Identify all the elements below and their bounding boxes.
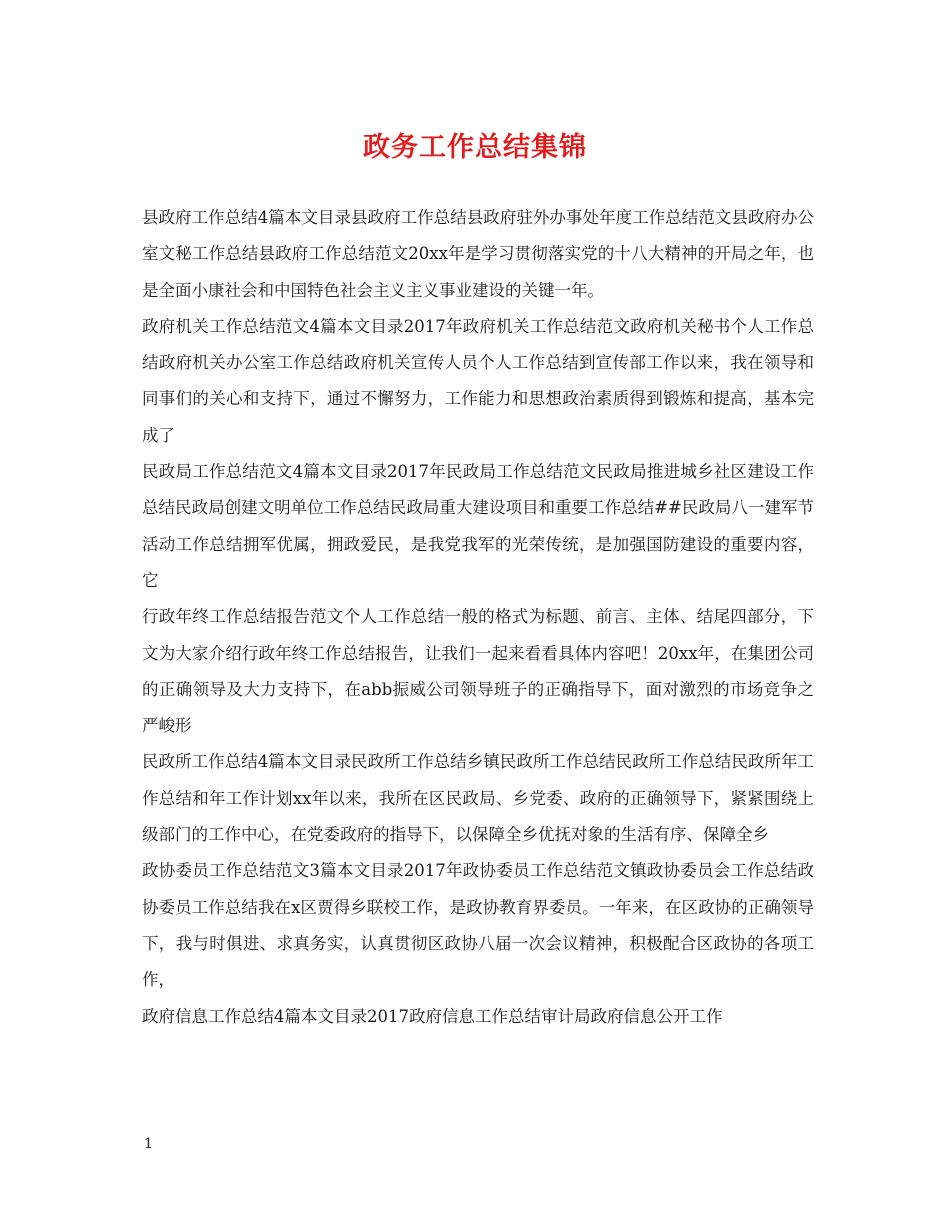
paragraph-2: 政府机关工作总结范文4篇本文目录2017年政府机关工作总结范文政府机关秘书个人工作总结政府机关办公室工作总结政府机关宣传人员个人工作总结到宣传部工作以来，我在领导和同事们的关心和支持下，通过不懈努力，工作能力和思想政治素质得到锻炼和提高，基本完成了 bbox=[142, 316, 814, 445]
paragraph-4: 行政年终工作总结报告范文个人工作总结一般的格式为标题、前言、主体、结尾四部分，下文为大家介绍行政年终工作总结报告，让我们一起来看看具体内容吧！20xx年，在集团公司的正确领导及大力支持下，在abb振威公司领导班子的正确指导下，面对激烈的市场竞争之严峻形 bbox=[142, 607, 814, 736]
paragraph-1: 县政府工作总结4篇本文目录县政府工作总结县政府驻外办事处年度工作总结范文县政府办公室文秘工作总结县政府工作总结范文20xx年是学习贯彻落实党的十八大精神的开局之年，也是全面小康社会和中国特色社会主义主义事业建设的关键一年。 bbox=[142, 208, 814, 300]
paragraph-5: 民政所工作总结4篇本文目录民政所工作总结乡镇民政所工作总结民政所工作总结民政所年工作总结和年工作计划xx年以来，我所在区民政局、乡党委、政府的正确领导下，紧紧围绕上级部门的工作中心，在党委政府的指导下，以保障全乡优抚对象的生活有序、保障全乡 bbox=[142, 752, 814, 845]
paragraph-7: 政府信息工作总结4篇本文目录2017政府信息工作总结审计局政府信息公开工作 bbox=[142, 1006, 723, 1026]
page-number: 1 bbox=[144, 1136, 153, 1152]
document-body bbox=[142, 200, 814, 1035]
document-title: 政务工作总结集锦 bbox=[363, 132, 587, 163]
paragraph-3: 民政局工作总结范文4篇本文目录2017年民政局工作总结范文民政局推进城乡社区建设工作总结民政局创建文明单位工作总结民政局重大建设项目和重要工作总结##民政局八一建军节活动工作总结拥军优属，拥政爱民，是我党我军的光荣传统，是加强国防建设的重要内容，它 bbox=[142, 462, 814, 590]
paragraph-6: 政协委员工作总结范文3篇本文目录2017年政协委员工作总结范文镇政协委员会工作总结政协委员工作总结我在x区贾得乡联校工作，是政协教育界委员。一年来，在区政协的正确领导下，我与时俱进、求真务实，认真贯彻区政协八届一次会议精神，积极配合区政协的各项工作， bbox=[142, 861, 814, 990]
